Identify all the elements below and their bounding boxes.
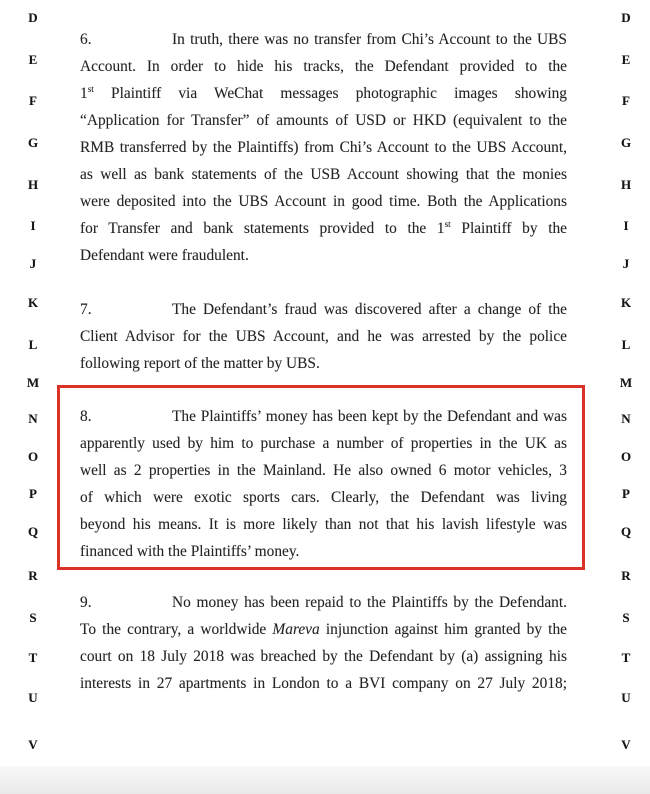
body-text: Defendant were fraudulent. [80, 247, 249, 264]
body-text: following report of the matter by UBS. [80, 355, 320, 372]
margin-letter-o-left: O [27, 449, 39, 464]
body-text: for Transfer and bank statements provided to the 1 [80, 220, 445, 237]
paragraph-number: 6. [80, 31, 92, 48]
paragraph-7 [80, 296, 567, 377]
superscript-text: st [87, 83, 94, 94]
paragraph-line [80, 215, 567, 242]
margin-letter-n-left: N [28, 411, 38, 426]
body-text: In truth, there was no transfer from Chi’s Account to the UBS [172, 31, 567, 48]
margin-letter-d-left: D [28, 10, 38, 25]
margin-letter-l-right: L [621, 337, 631, 352]
margin-letters-right [614, 0, 638, 794]
body-text: financed with the Plaintiffs’ money. [80, 543, 300, 560]
margin-letter-v-left: V [28, 737, 38, 752]
margin-letter-s-right: S [622, 610, 630, 625]
margin-letter-j-left: J [29, 256, 37, 271]
paragraph-9 [80, 589, 567, 697]
body-text: beyond his means. It is more likely than not that his lavish lifestyle was [80, 516, 567, 533]
margin-letter-q-left: Q [27, 524, 39, 539]
body-text: No money has been repaid to the Plaintiffs by the Defendant. [172, 594, 567, 611]
margin-letter-u-left: U [28, 690, 38, 705]
margin-letter-u-right: U [621, 690, 631, 705]
body-text: “Application for Transfer” of amounts of USD or HKD (equivalent to the [80, 112, 567, 129]
paragraph-line [80, 26, 567, 53]
paragraph-line [80, 403, 567, 430]
paragraph-6 [80, 26, 567, 269]
margin-letter-p-left: P [29, 486, 37, 501]
paragraph-line [80, 53, 567, 80]
body-text: Plaintiff by the [450, 220, 567, 237]
paragraph-line [80, 161, 567, 188]
margin-letter-f-right: F [622, 93, 630, 108]
paragraph-line [80, 589, 567, 616]
paragraph-line [80, 188, 567, 215]
margin-letter-i-left: I [30, 218, 36, 233]
paragraph-line [80, 134, 567, 161]
paragraph-line [80, 670, 567, 697]
body-text: were deposited into the UBS Account in good time. Both the Applications [80, 193, 567, 210]
body-text: court on 18 July 2018 was breached by the Defendant by (a) assigning his [80, 648, 567, 665]
margin-letter-g-right: G [620, 135, 632, 150]
body-text: The Defendant’s fraud was discovered after a change of the [172, 301, 567, 318]
italic-text: Mareva [272, 621, 320, 638]
margin-letter-t-right: T [621, 650, 631, 665]
margin-letter-n-right: N [621, 411, 631, 426]
margin-letter-k-right: K [620, 295, 632, 310]
margin-letter-v-right: V [621, 737, 631, 752]
body-text: apparently used by him to purchase a number of properties in the UK as [80, 435, 567, 452]
margin-letter-g-left: G [27, 135, 39, 150]
margin-letters-left [21, 0, 45, 794]
superscript-text: st [444, 218, 451, 229]
body-text: Plaintiff via WeChat messages photographic images showing [93, 85, 567, 102]
body-text: 1 [80, 85, 88, 102]
paragraph-line [80, 538, 567, 565]
body-text: injunction against him granted by the [319, 621, 567, 638]
margin-letter-r-left: R [28, 568, 38, 583]
paragraph-line [80, 643, 567, 670]
paragraph-number: 8. [80, 408, 92, 425]
paragraph-line [80, 350, 567, 377]
margin-letter-k-left: K [27, 295, 39, 310]
paragraph-line [80, 242, 567, 269]
page-bottom-edge [0, 766, 650, 794]
margin-letter-l-left: L [28, 337, 38, 352]
paragraph-line [80, 323, 567, 350]
paragraph-line [80, 457, 567, 484]
paragraph-line [80, 484, 567, 511]
margin-letter-i-right: I [623, 218, 629, 233]
paragraph-line [80, 511, 567, 538]
margin-letter-h-left: H [27, 177, 39, 192]
paragraph-number: 9. [80, 594, 92, 611]
margin-letter-d-right: D [621, 10, 631, 25]
body-text: Client Advisor for the UBS Account, and he was arrested by the police [80, 328, 567, 345]
body-text: The Plaintiffs’ money has been kept by the Defendant and was [172, 408, 567, 425]
margin-letter-e-left: E [28, 52, 38, 67]
body-text: To the contrary, a worldwide [80, 621, 273, 638]
body-text: of which were exotic sports cars. Clearly, the Defendant was living [80, 489, 567, 506]
paragraph-line [80, 107, 567, 134]
margin-letter-r-right: R [621, 568, 631, 583]
margin-letter-m-right: M [619, 375, 633, 390]
margin-letter-o-right: O [620, 449, 632, 464]
body-text: interests in 27 apartments in London to a BVI company on 27 July 2018; [80, 675, 567, 692]
paragraph-8 [80, 403, 567, 565]
body-text: Account. In order to hide his tracks, the Defendant provided to the [80, 58, 567, 75]
paragraph-line [80, 296, 567, 323]
paragraph-line [80, 430, 567, 457]
body-text: as well as bank statements of the USB Account showing that the monies [80, 166, 567, 183]
body-text: RMB transferred by the Plaintiffs) from Chi’s Account to the UBS Account, [80, 139, 567, 156]
margin-letter-j-right: J [622, 256, 630, 271]
paragraph-line [80, 80, 567, 107]
margin-letter-e-right: E [621, 52, 631, 67]
body-text: well as 2 properties in the Mainland. He also owned 6 motor vehicles, 3 [80, 462, 567, 479]
margin-letter-t-left: T [28, 650, 38, 665]
margin-letter-m-left: M [26, 375, 40, 390]
margin-letter-h-right: H [620, 177, 632, 192]
paragraph-number: 7. [80, 301, 92, 318]
margin-letter-s-left: S [29, 610, 37, 625]
margin-letter-f-left: F [29, 93, 37, 108]
margin-letter-q-right: Q [620, 524, 632, 539]
paragraph-line [80, 616, 567, 643]
margin-letter-p-right: P [622, 486, 630, 501]
